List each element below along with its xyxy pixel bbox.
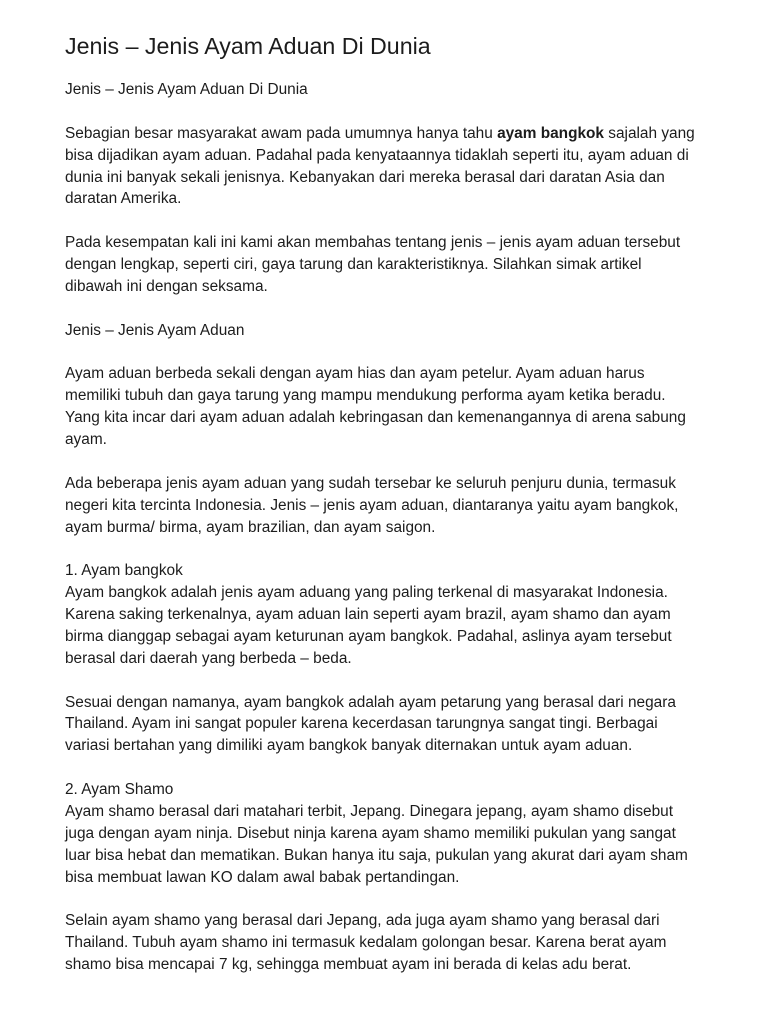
section-heading: Jenis – Jenis Ayam Aduan: [65, 321, 245, 339]
paragraph: [65, 910, 755, 976]
text-line: memiliki tubuh dan gaya tarung yang mampu mendukung performa ayam ketika beradu.: [65, 387, 666, 405]
intro-paragraph: [65, 123, 755, 211]
text-line: dengan lengkap, seperti ciri, gaya tarung dan karakteristiknya. Silahkan simak artikel: [65, 256, 642, 273]
text-line: dunia ini banyak sekali jenisnya. Kebanyakan dari mereka berasal dari daratan Asia dan: [65, 168, 665, 186]
list-section-heading: 2. Ayam Shamo: [65, 781, 174, 798]
text-line: [65, 123, 755, 145]
text-line: Thailand. Ayam ini sangat populer karena kecerdasan tarungnya sangat tingi. Berbagai: [65, 715, 658, 733]
text-line: berasal dari daerah yang berbeda – beda.: [65, 649, 352, 667]
text-line: Ayam bangkok adalah jenis ayam aduang yang paling terkenal di masyarakat Indonesia.: [65, 584, 668, 602]
section-heading-block: [65, 320, 755, 342]
paragraph: [65, 473, 755, 539]
lead-block: [65, 79, 755, 101]
text-segment: sajalah yang: [604, 124, 695, 142]
paragraph: [65, 692, 755, 758]
text-line: daratan Amerika.: [65, 190, 182, 208]
text-line: Sesuai dengan namanya, ayam bangkok adalah ayam petarung yang berasal dari negara: [65, 693, 676, 711]
text-line: dibawah ini dengan seksama.: [65, 277, 268, 295]
paragraph: [65, 363, 755, 451]
text-line: luar bisa hebat dan mematikan. Bukan hanya itu saja, pukulan yang akurat dari ayam sham: [65, 846, 688, 864]
text-line: negeri kita tercinta Indonesia. Jenis – jenis ayam aduan, diantaranya yaitu ayam bangkok,: [65, 496, 679, 514]
text-line: variasi bertahan yang dimiliki ayam bangkok banyak diternakan untuk ayam aduan.: [65, 737, 633, 755]
text-line: ayam.: [65, 431, 107, 448]
bold-phrase: ayam bangkok: [497, 124, 604, 142]
text-line: shamo bisa mencapai 7 kg, sehingga membuat ayam ini berada di kelas adu berat.: [65, 956, 632, 973]
paragraph: [65, 232, 755, 298]
text-line: juga dengan ayam ninja. Disebut ninja karena ayam shamo memiliki pukulan yang sangat: [65, 824, 676, 842]
text-line: Pada kesempatan kali ini kami akan membahas tentang jenis – jenis ayam aduan tersebut: [65, 234, 681, 252]
text-line: Ayam shamo berasal dari matahari terbit, Jepang. Dinegara jepang, ayam shamo disebut: [65, 802, 673, 820]
text-line: Ada beberapa jenis ayam aduan yang sudah tersebar ke seluruh penjuru dunia, termasuk: [65, 474, 676, 492]
list-section-heading: 1. Ayam bangkok: [65, 562, 183, 580]
text-line: birma dianggap sebagai ayam keturunan ayam bangkok. Padahal, aslinya ayam tersebut: [65, 627, 672, 645]
text-line: Ayam aduan berbeda sekali dengan ayam hias dan ayam petelur. Ayam aduan harus: [65, 365, 645, 383]
document-body: [65, 79, 755, 998]
lead-heading: Jenis – Jenis Ayam Aduan Di Dunia: [65, 81, 308, 98]
text-line: Karena saking terkenalnya, ayam aduan lain seperti ayam brazil, ayam shamo dan ayam: [65, 606, 671, 623]
text-line: Thailand. Tubuh ayam shamo ini termasuk kedalam golongan besar. Karena berat ayam: [65, 934, 667, 952]
list-section: [65, 560, 755, 669]
document-title: Jenis – Jenis Ayam Aduan Di Dunia: [65, 33, 431, 59]
text-line: Yang kita incar dari ayam aduan adalah kebringasan dan kemenangannya di arena sabung: [65, 409, 686, 427]
text-line: bisa dijadikan ayam aduan. Padahal pada kenyataannya tidaklah seperti itu, ayam aduan di: [65, 146, 689, 164]
text-segment: Sebagian besar masyarakat awam pada umumnya hanya tahu: [65, 124, 498, 142]
text-line: Selain ayam shamo yang berasal dari Jepang, ada juga ayam shamo yang berasal dari: [65, 912, 660, 930]
text-line: bisa membuat lawan KO dalam awal babak pertandingan.: [65, 868, 460, 886]
list-section: [65, 779, 755, 888]
text-line: ayam burma/ birma, ayam brazilian, dan ayam saigon.: [65, 518, 436, 536]
